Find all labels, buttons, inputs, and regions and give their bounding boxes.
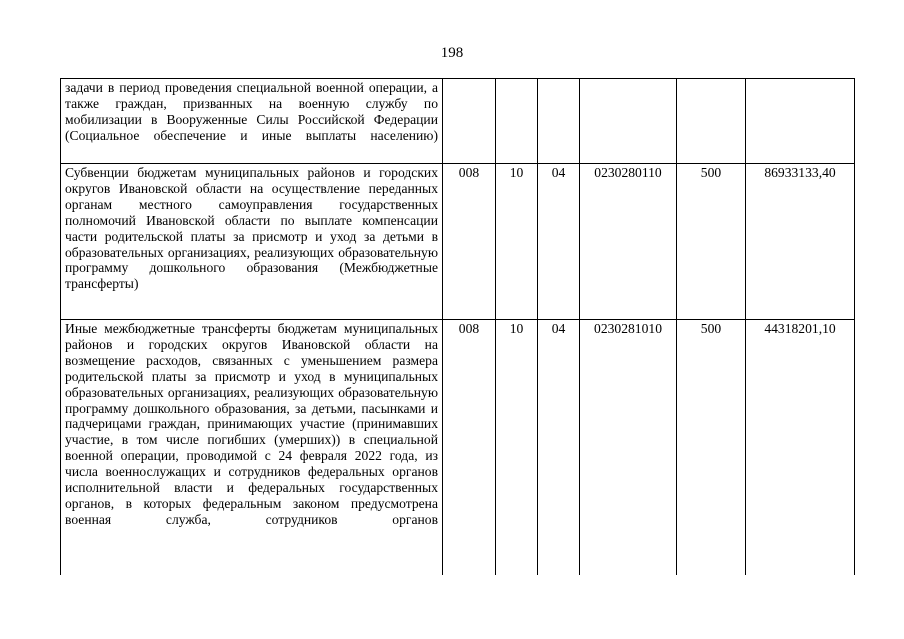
ministry-code-cell (443, 79, 496, 164)
table-row (61, 320, 855, 576)
section-code-cell: 10 (496, 164, 538, 320)
section-code-cell: 10 (496, 320, 538, 576)
budget-table (60, 78, 855, 575)
amount-cell (746, 79, 855, 164)
target-article-cell (580, 79, 677, 164)
row-name-cell: Иные межбюджетные трансферты бюджетам муниципальных районов и городских округов Ивановской области на возмещение расходов, связанных с уменьшением размера родительской платы за присмотр и уход в муниципальных образовательных организациях, реализующих образовательную программу дошкольного образования, за детьми, пасынками и падчерицами граждан, принимающих участие (принимавших участие, в том числе погибших (умерших)) в специальной военной операции, проводимой с 24 февраля 2022 года, из числа военнослужащих и сотрудников федеральных органов исполнительной власти и федеральных государственных органов, в которых федеральным законом предусмотрена военная служба, сотрудников органов (61, 320, 443, 576)
expense-type-cell: 500 (677, 164, 746, 320)
table-row (61, 164, 855, 320)
target-article-cell: 0230281010 (580, 320, 677, 576)
amount-cell: 44318201,10 (746, 320, 855, 576)
subsection-code-cell: 04 (538, 164, 580, 320)
section-code-cell (496, 79, 538, 164)
subsection-code-cell (538, 79, 580, 164)
table-row (61, 79, 855, 164)
page-number: 198 (440, 45, 464, 61)
expense-type-cell: 500 (677, 320, 746, 576)
amount-cell: 86933133,40 (746, 164, 855, 320)
subsection-code-cell: 04 (538, 320, 580, 576)
expense-type-cell (677, 79, 746, 164)
ministry-code-cell: 008 (443, 320, 496, 576)
row-name-cell: Субвенции бюджетам муниципальных районов и городских округов Ивановской области на осуществление переданных органам местного самоуправления государственных полномочий Ивановской области по выплате компенсации части родительской платы за присмотр и уход за детьми в образовательных организациях, реализующих образовательную программу дошкольного образования (Межбюджетные трансферты) (61, 164, 443, 320)
target-article-cell: 0230280110 (580, 164, 677, 320)
row-name-cell: задачи в период проведения специальной военной операции, а также граждан, призванных на военную службу по мобилизации в Вооруженные Силы Российской Федерации (Социальное обеспечение и иные выплаты населению) (61, 79, 443, 164)
ministry-code-cell: 008 (443, 164, 496, 320)
